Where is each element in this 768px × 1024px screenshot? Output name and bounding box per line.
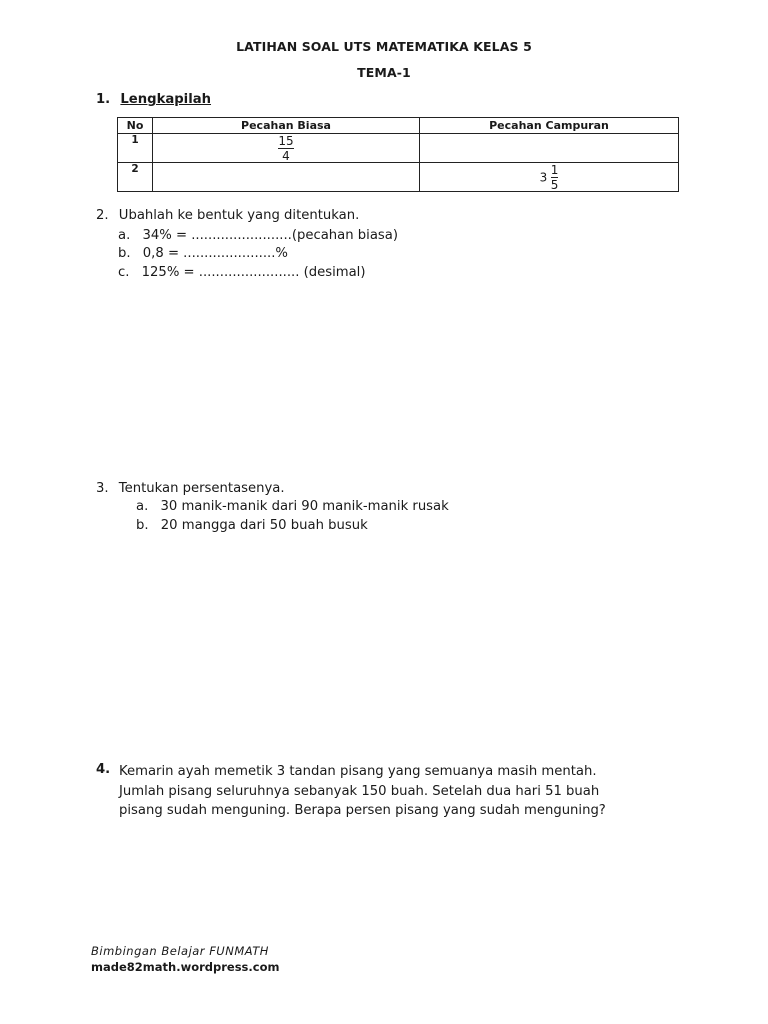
question-number: 3.: [96, 481, 109, 496]
question-number: 1.: [96, 92, 111, 107]
fraction-denominator: 4: [282, 149, 290, 163]
fraction-numerator: 1: [550, 163, 559, 177]
question-4-number: [96, 762, 110, 777]
item-text: 34% = ........................(pecahan biasa): [142, 228, 398, 243]
pecahan-campuran-cell: [420, 163, 679, 192]
fraction-numerator: 15: [278, 134, 294, 148]
footer-brand: Bimbingan Belajar FUNMATH: [91, 944, 269, 958]
page-title: LATIHAN SOAL UTS MATEMATIKA KELAS 5: [236, 39, 532, 54]
item-label: c.: [118, 265, 130, 280]
table-header: Pecahan Campuran: [420, 118, 679, 134]
pecahan-campuran-cell: [420, 134, 679, 163]
fraction-table: [117, 117, 679, 192]
question-number: 4.: [96, 762, 111, 777]
fraction-denominator: 5: [550, 178, 559, 192]
item-label: a.: [136, 499, 149, 514]
pecahan-biasa-cell: [153, 163, 420, 192]
question-3-item-b: [136, 518, 368, 533]
footer-website: made82math.wordpress.com: [91, 960, 280, 974]
item-label: a.: [118, 228, 131, 243]
mixed-whole: 3: [539, 170, 548, 185]
question-line: pisang sudah menguning. Berapa persen pisang yang sudah menguning?: [119, 803, 606, 818]
row-number: 2: [118, 163, 153, 192]
table-row: [118, 134, 679, 163]
item-text: 0,8 = ......................%: [142, 246, 288, 261]
item-text: 20 mangga dari 50 buah busuk: [160, 518, 368, 533]
question-2-item-a: [118, 228, 398, 243]
item-text: 125% = ........................ (desimal): [141, 265, 366, 280]
table-header: No: [118, 118, 153, 134]
table-header: Pecahan Biasa: [153, 118, 420, 134]
row-number: 1: [118, 134, 153, 163]
page-subtitle: TEMA-1: [357, 65, 411, 80]
question-3: [96, 481, 285, 496]
table-row: [118, 163, 679, 192]
question-4-text: [119, 762, 606, 821]
question-line: Kemarin ayah memetik 3 tandan pisang yang semuanya masih mentah.: [119, 764, 597, 779]
question-instruction: Tentukan persentasenya.: [118, 481, 285, 496]
pecahan-biasa-cell: [153, 134, 420, 163]
question-2: [96, 208, 359, 223]
question-1: [96, 92, 211, 107]
question-instruction: Ubahlah ke bentuk yang ditentukan.: [118, 208, 360, 223]
item-label: b.: [136, 518, 149, 533]
question-2-item-b: [118, 246, 288, 261]
question-number: 2.: [96, 208, 109, 223]
item-label: b.: [118, 246, 131, 261]
question-line: Jumlah pisang seluruhnya sebanyak 150 buah. Setelah dua hari 51 buah: [119, 783, 600, 799]
table-header-row: [118, 118, 679, 134]
question-instruction: Lengkapilah: [120, 92, 212, 107]
fraction: [278, 135, 293, 162]
item-text: 30 manik-manik dari 90 manik-manik rusak: [160, 499, 449, 514]
fraction: [551, 164, 559, 191]
question-2-item-c: [118, 265, 366, 280]
question-3-item-a: [136, 499, 449, 514]
